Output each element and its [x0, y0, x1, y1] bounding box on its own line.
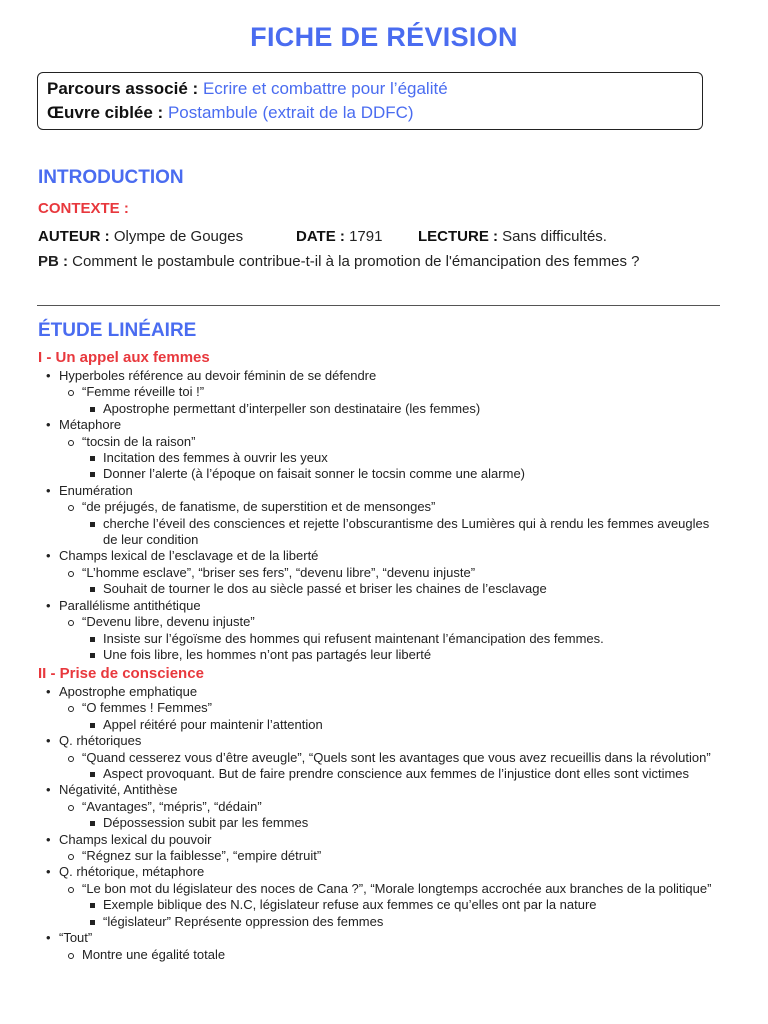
pb-label: PB : — [38, 253, 68, 270]
list-item: • Q. rhétoriques — [38, 733, 718, 749]
list-item: Donner l’alerte (à l’époque on faisait sonner le tocsin comme une alarme) — [38, 466, 718, 482]
lecture-item — [418, 227, 607, 247]
lecture-value: Sans difficultés. — [502, 228, 607, 245]
oeuvre-label: Œuvre ciblée : — [47, 103, 164, 122]
date-item — [296, 227, 418, 247]
list-item: Apostrophe permettant d’interpeller son destinataire (les femmes) — [38, 401, 718, 417]
etude-heading: ÉTUDE LINÉAIRE — [38, 320, 197, 341]
list-item: “Régnez sur la faiblesse”, “empire détruit” — [38, 848, 718, 864]
list-item: “O femmes ! Femmes” — [38, 700, 718, 716]
problematique — [38, 252, 698, 272]
list-item: Souhait de tourner le dos au siècle passé et briser les chaines de l’esclavage — [38, 581, 718, 597]
list-item: “Quand cesserez vous d’être aveugle”, “Quels sont les avantages que vous avez recueillis dans la révolution” — [38, 750, 718, 766]
list-item: • Métaphore — [38, 417, 718, 433]
list-item: • Enumération — [38, 483, 718, 499]
section1-heading: I - Un appel aux femmes — [38, 349, 210, 366]
contexte-label: CONTEXTE : — [38, 200, 129, 217]
parcours-value: Ecrire et combattre pour l’égalité — [202, 79, 448, 98]
date-label: DATE : — [296, 228, 345, 245]
section1-list — [38, 368, 718, 663]
list-item: • Parallélisme antithétique — [38, 598, 718, 614]
date-value: 1791 — [349, 228, 383, 245]
lecture-label: LECTURE : — [418, 228, 498, 245]
list-item: “Devenu libre, devenu injuste” — [38, 614, 718, 630]
list-item: • Champs lexical de l’esclavage et de la liberté — [38, 548, 718, 564]
section2-list — [38, 684, 718, 963]
list-item: “de préjugés, de fanatisme, de superstition et de mensonges” — [38, 499, 718, 515]
parcours-label: Parcours associé : — [47, 79, 199, 98]
auteur-item — [38, 227, 296, 247]
list-item: Dépossession subit par les femmes — [38, 815, 718, 831]
introduction-heading: INTRODUCTION — [38, 167, 184, 188]
list-item: “L’homme esclave”, “briser ses fers”, “devenu libre”, “devenu injuste” — [38, 565, 718, 581]
list-item: • Champs lexical du pouvoir — [38, 832, 718, 848]
list-item: “Femme réveille toi !” — [38, 384, 718, 400]
list-item: • Négativité, Antithèse — [38, 782, 718, 798]
list-item: • “Tout” — [38, 930, 718, 946]
list-item: “Avantages”, “mépris”, “dédain” — [38, 799, 718, 815]
page-title: FICHE DE RÉVISION — [250, 22, 518, 52]
list-item: • Q. rhétorique, métaphore — [38, 864, 718, 880]
parcours-row — [47, 77, 702, 101]
oeuvre-value: Postambule (extrait de la DDFC) — [167, 103, 414, 122]
auteur-value: Olympe de Gouges — [113, 228, 244, 245]
list-item: “Le bon mot du législateur des noces de Cana ?”, “Morale longtemps accrochée aux branches de la politique” — [38, 881, 718, 897]
list-item: “tocsin de la raison” — [38, 434, 718, 450]
auteur-label: AUTEUR : — [38, 228, 110, 245]
list-item: Incitation des femmes à ouvrir les yeux — [38, 450, 718, 466]
list-item: Une fois libre, les hommes n’ont pas partagés leur liberté — [38, 647, 718, 663]
list-item: Aspect provoquant. But de faire prendre conscience aux femmes de l’injustice dont elles sont victimes — [38, 766, 718, 782]
section2-heading: II - Prise de conscience — [38, 665, 204, 682]
oeuvre-row — [47, 101, 702, 125]
meta-row — [38, 227, 607, 247]
list-item: Montre une égalité totale — [38, 947, 718, 963]
list-item: • Hyperboles référence au devoir féminin de se défendre — [38, 368, 718, 384]
list-item: “législateur” Représente oppression des femmes — [38, 914, 718, 930]
divider — [37, 305, 720, 306]
list-item: Appel réitéré pour maintenir l’attention — [38, 717, 718, 733]
pb-value: Comment le postambule contribue-t-il à la promotion de l'émancipation des femmes ? — [72, 253, 640, 270]
list-item: • Apostrophe emphatique — [38, 684, 718, 700]
list-item: cherche l’éveil des consciences et rejette l’obscurantisme des Lumières qui à rendu les femmes aveugles de leur condition — [38, 516, 718, 549]
list-item: Exemple biblique des N.C, législateur refuse aux femmes ce qu’elles ont par la nature — [38, 897, 718, 913]
list-item: Insiste sur l’égoïsme des hommes qui refusent maintenant l’émancipation des femmes. — [38, 631, 718, 647]
info-box — [37, 72, 703, 130]
